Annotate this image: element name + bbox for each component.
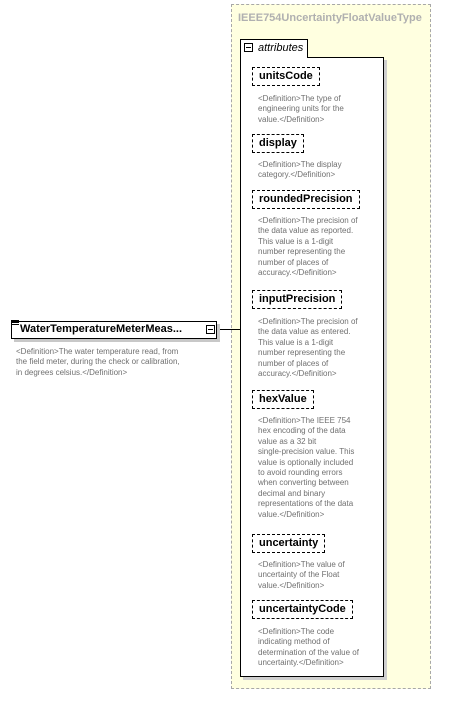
type-title: IEEE754UncertaintyFloatValueType	[238, 12, 422, 24]
collapse-icon[interactable]	[206, 325, 215, 334]
attribute-input-precision[interactable]	[252, 289, 342, 309]
attribute-display[interactable]	[252, 133, 304, 153]
attribute-rounded-precision[interactable]	[252, 189, 360, 209]
attribute-description: <Definition>The precision of the data value as reported. This value is a 1-digit number representing the number of places of accuracy.</Definition>	[258, 216, 358, 278]
attribute-description: <Definition>The display category.</Definition>	[258, 160, 342, 180]
attribute-name: uncertaintyCode	[259, 603, 346, 615]
attribute-hex-value[interactable]	[252, 389, 314, 409]
attribute-description: <Definition>The value of uncertainty of the Float value.</Definition>	[258, 560, 345, 590]
attributes-group-label: attributes	[258, 42, 304, 54]
connector-line	[217, 329, 240, 330]
attribute-description: <Definition>The type of engineering units for the value.</Definition>	[258, 94, 344, 124]
attribute-name: uncertainty	[259, 537, 319, 549]
root-element-name: WaterTemperatureMeterMeas...	[20, 323, 182, 335]
attribute-description: <Definition>The IEEE 754 hex encoding of the data value as a 32 bit single-precision value. This value is optionally included to avoid rounding errors when converting between decimal and binary representations of the data value.</Definition>	[258, 416, 355, 519]
attribute-name: display	[259, 137, 297, 149]
attribute-name: roundedPrecision	[259, 193, 353, 205]
attribute-units-code[interactable]	[252, 66, 320, 86]
attribute-uncertainty[interactable]	[252, 533, 325, 553]
attribute-description: <Definition>The code indicating method of determination of the value of uncertainty.</Definition>	[258, 627, 359, 668]
attribute-name: inputPrecision	[259, 293, 336, 305]
documentation-icon	[11, 320, 19, 326]
collapse-icon[interactable]	[244, 43, 253, 52]
attribute-name: hexValue	[259, 393, 307, 405]
attribute-name: unitsCode	[259, 70, 313, 82]
attribute-description: <Definition>The precision of the data value as entered. This value is a 1-digit number representing the number of places of accuracy.</Definition>	[258, 317, 358, 379]
root-element-description: <Definition>The water temperature read, from the field meter, during the check or calibration, in degrees celsius.</Definition>	[16, 347, 180, 377]
attribute-uncertainty-code[interactable]	[252, 599, 353, 619]
